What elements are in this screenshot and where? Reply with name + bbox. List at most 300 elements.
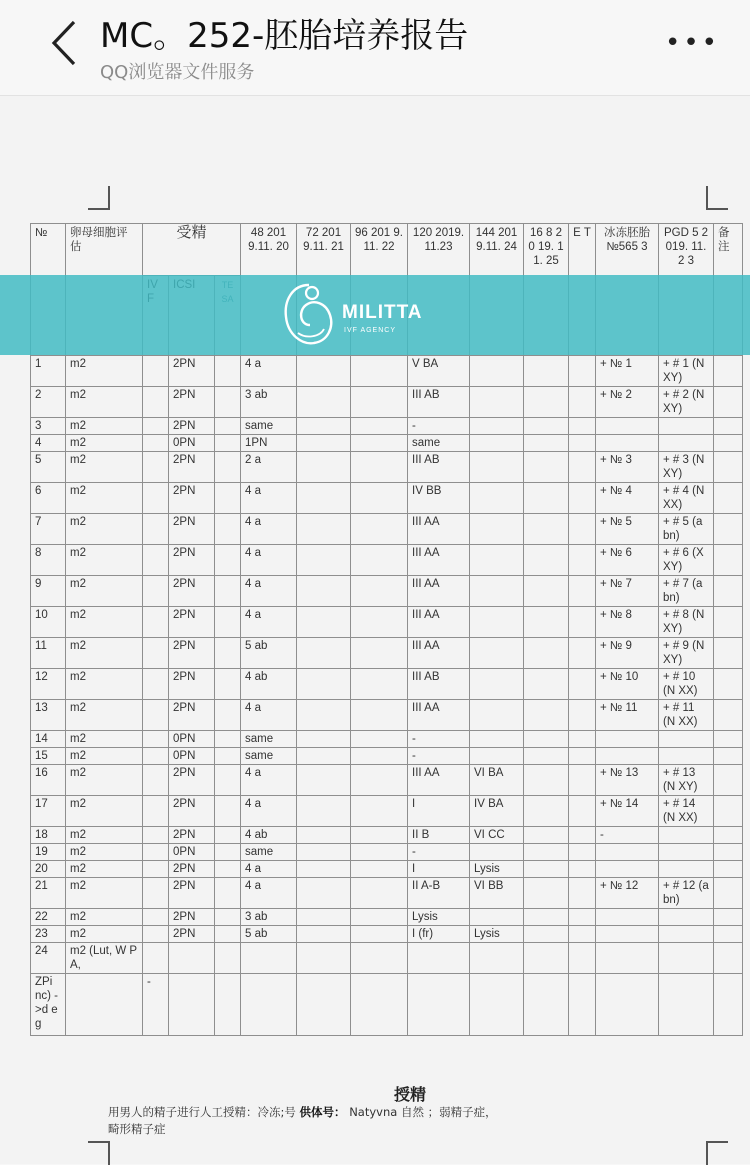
cell-no: 21 [31,878,66,909]
cell-168h [524,545,569,576]
footer-donor-label: 供体号： [299,1105,346,1119]
header-no: № [31,224,66,356]
cell-168h [524,669,569,700]
cell-frozen [596,861,659,878]
cell-48h: 3 ab [241,387,297,418]
cell-frozen [596,974,659,1036]
cell-120h: - [408,731,470,748]
cell-et [569,356,596,387]
cell-no: 23 [31,926,66,943]
cell-pgd: + # 10 (N XX) [659,669,714,700]
cell-frozen: + № 12 [596,878,659,909]
cell-no: 3 [31,418,66,435]
header-oocyte: 卵母细胞评估 [66,224,143,356]
cell-pgd: + # 9 (N XY) [659,638,714,669]
cell-pgd [659,861,714,878]
cell-note [714,827,743,844]
cell-tesa [215,796,241,827]
cell-pgd [659,943,714,974]
cell-frozen: + № 3 [596,452,659,483]
cell-et [569,926,596,943]
cell-no: 17 [31,796,66,827]
cell-frozen: - [596,827,659,844]
cell-tesa [215,700,241,731]
cell-no: 16 [31,765,66,796]
cell-ivf [143,607,169,638]
cell-icsi: 2PN [169,909,215,926]
cell-168h [524,700,569,731]
cell-pgd: + # 13 (N XY) [659,765,714,796]
cell-168h [524,878,569,909]
cell-ivf [143,387,169,418]
cell-oocyte: m2 [66,514,143,545]
cell-ivf [143,861,169,878]
cell-96h [351,700,408,731]
cell-frozen [596,844,659,861]
cell-120h: III AA [408,545,470,576]
crop-mark-bottom-left [88,1141,110,1165]
cell-96h [351,356,408,387]
cell-144h [470,607,524,638]
cell-120h: III AA [408,700,470,731]
cell-pgd [659,748,714,765]
cell-168h [524,796,569,827]
cell-note [714,861,743,878]
footer-line-c: 畸形精子症 [108,1122,166,1136]
cell-icsi [169,974,215,1036]
cell-144h [470,576,524,607]
cell-ivf [143,765,169,796]
cell-icsi: 0PN [169,748,215,765]
cell-120h: I (fr) [408,926,470,943]
cell-pgd [659,731,714,748]
cell-144h: Lysis [470,861,524,878]
table-row [31,700,743,731]
cell-frozen: + № 8 [596,607,659,638]
cell-pgd: + # 3 (N XY) [659,452,714,483]
cell-frozen: + № 10 [596,669,659,700]
table-row [31,943,743,974]
cell-120h: V BA [408,356,470,387]
cell-72h [297,435,351,452]
cell-tesa [215,483,241,514]
cell-ivf [143,669,169,700]
cell-note [714,452,743,483]
cell-120h: same [408,435,470,452]
cell-et [569,844,596,861]
cell-72h [297,356,351,387]
cell-96h [351,844,408,861]
cell-96h [351,514,408,545]
cell-72h [297,700,351,731]
cell-frozen: + № 7 [596,576,659,607]
cell-96h [351,576,408,607]
cell-oocyte: m2 [66,638,143,669]
cell-ivf [143,827,169,844]
cell-ivf [143,700,169,731]
table-row [31,827,743,844]
table-row [31,748,743,765]
cell-no: 18 [31,827,66,844]
cell-pgd: + # 4 (N XX) [659,483,714,514]
cell-ivf [143,926,169,943]
cell-tesa [215,909,241,926]
cell-oocyte: m2 [66,607,143,638]
cell-frozen [596,943,659,974]
table-row [31,844,743,861]
cell-48h: same [241,418,297,435]
cell-et [569,514,596,545]
cell-144h [470,700,524,731]
cell-oocyte: m2 [66,545,143,576]
cell-120h: - [408,844,470,861]
cell-no: 6 [31,483,66,514]
cell-144h [470,943,524,974]
cell-144h [470,844,524,861]
watermark-tagline: IVF AGENCY [344,327,397,334]
cell-168h [524,576,569,607]
cell-icsi: 2PN [169,452,215,483]
cell-tesa [215,844,241,861]
cell-pgd: + # 12 (abn) [659,878,714,909]
cell-120h: III AB [408,669,470,700]
cell-48h: 5 ab [241,926,297,943]
cell-72h [297,748,351,765]
cell-48h: same [241,731,297,748]
cell-168h [524,844,569,861]
chevron-left-icon[interactable] [44,18,88,68]
footer-text [108,1104,548,1138]
cell-icsi: 0PN [169,844,215,861]
cell-120h: - [408,418,470,435]
cell-ivf [143,943,169,974]
cell-72h [297,638,351,669]
cell-48h: 2 a [241,452,297,483]
cell-72h [297,974,351,1036]
cell-120h: II B [408,827,470,844]
cell-tesa [215,943,241,974]
cell-no: 20 [31,861,66,878]
cell-96h [351,607,408,638]
cell-frozen: + № 5 [596,514,659,545]
cell-120h: I [408,796,470,827]
cell-144h [470,452,524,483]
cell-no: 8 [31,545,66,576]
cell-tesa [215,607,241,638]
cell-72h [297,731,351,748]
cell-icsi: 0PN [169,435,215,452]
cell-168h [524,514,569,545]
cell-pgd [659,435,714,452]
cell-144h [470,387,524,418]
cell-tesa [215,418,241,435]
cell-ivf [143,731,169,748]
cell-120h: - [408,748,470,765]
cell-no: 22 [31,909,66,926]
cell-no: 4 [31,435,66,452]
cell-96h [351,435,408,452]
cell-72h [297,878,351,909]
footer-line-b: Natyvna 自然 ；弱精子症， [349,1105,497,1119]
cell-pgd: + # 7 (a bn) [659,576,714,607]
table-row [31,435,743,452]
cell-pgd [659,827,714,844]
cell-tesa [215,452,241,483]
cell-tesa [215,861,241,878]
cell-note [714,765,743,796]
cell-icsi: 2PN [169,765,215,796]
cell-48h: same [241,844,297,861]
cell-et [569,387,596,418]
cell-96h [351,387,408,418]
cell-144h: IV BA [470,796,524,827]
cell-168h [524,435,569,452]
cell-et [569,545,596,576]
cell-oocyte: m2 [66,700,143,731]
cell-oocyte: m2 [66,878,143,909]
table-row [31,669,743,700]
cell-frozen [596,731,659,748]
crop-mark-top-left [88,186,110,210]
more-options-icon[interactable]: ••• [664,28,720,58]
header-note: 备注 [714,224,743,356]
cell-144h [470,356,524,387]
cell-tesa [215,974,241,1036]
cell-et [569,796,596,827]
cell-icsi: 2PN [169,545,215,576]
militta-logo-icon [280,279,338,351]
cell-note [714,731,743,748]
cell-72h [297,926,351,943]
cell-168h [524,452,569,483]
cell-et [569,435,596,452]
page-subtitle: QQ浏览器文件服务 [100,62,255,83]
cell-tesa [215,827,241,844]
header-72h: 72 201 9.11. 21 [297,224,351,356]
cell-pgd [659,926,714,943]
cell-72h [297,909,351,926]
cell-72h [297,452,351,483]
watermark-brand: MILITTA [342,302,423,323]
cell-168h [524,731,569,748]
cell-pgd [659,974,714,1036]
table-row [31,765,743,796]
header-96h: 96 201 9.11. 22 [351,224,408,356]
cell-et [569,576,596,607]
cell-icsi: 2PN [169,514,215,545]
cell-icsi: 0PN [169,731,215,748]
cell-note [714,576,743,607]
cell-48h: 4 a [241,576,297,607]
cell-pgd [659,418,714,435]
cell-168h [524,827,569,844]
table-row [31,387,743,418]
cell-48h: 4 a [241,700,297,731]
cell-et [569,418,596,435]
cell-et [569,452,596,483]
cell-frozen: + № 9 [596,638,659,669]
cell-96h [351,861,408,878]
cell-note [714,387,743,418]
cell-no: 2 [31,387,66,418]
cell-oocyte: m2 [66,435,143,452]
cell-note [714,943,743,974]
table-row [31,418,743,435]
cell-120h [408,943,470,974]
cell-168h [524,943,569,974]
cell-note [714,418,743,435]
cell-icsi: 2PN [169,861,215,878]
cell-tesa [215,748,241,765]
cell-48h: 4 ab [241,669,297,700]
cell-et [569,943,596,974]
cell-168h [524,748,569,765]
crop-mark-top-right [706,186,728,210]
cell-icsi: 2PN [169,607,215,638]
cell-120h: III AA [408,576,470,607]
cell-no: 24 [31,943,66,974]
cell-frozen [596,748,659,765]
cell-144h: VI CC [470,827,524,844]
cell-note [714,844,743,861]
cell-72h [297,418,351,435]
header-144h: 144 201 9.11. 24 [470,224,524,356]
section-title: 授精 [393,1085,426,1104]
cell-ivf [143,748,169,765]
cell-icsi: 2PN [169,387,215,418]
cell-ivf [143,844,169,861]
cell-72h [297,796,351,827]
cell-oocyte: m2 [66,483,143,514]
cell-48h: 4 a [241,545,297,576]
cell-tesa [215,387,241,418]
cell-96h [351,827,408,844]
cell-note [714,435,743,452]
cell-144h: Lysis [470,926,524,943]
cell-tesa [215,731,241,748]
cell-pgd: + # 6 (X XY) [659,545,714,576]
cell-oocyte: m2 [66,669,143,700]
cell-144h [470,748,524,765]
cell-48h: 4 a [241,796,297,827]
cell-144h [470,638,524,669]
cell-48h: 1PN [241,435,297,452]
cell-icsi: 2PN [169,796,215,827]
footer-line-a: 用男人的精子进行人工授精：冷冻;号 [108,1105,296,1119]
cell-168h [524,765,569,796]
cell-pgd: + # 2 (N XY) [659,387,714,418]
cell-oocyte: m2 [66,765,143,796]
cell-oocyte: m2 [66,387,143,418]
cell-168h [524,974,569,1036]
cell-et [569,669,596,700]
table-row [31,545,743,576]
table-row [31,861,743,878]
cell-48h [241,974,297,1036]
table-row [31,878,743,909]
table-row [31,796,743,827]
cell-144h [470,514,524,545]
page-title: MC。252-胚胎培养报告 [100,16,469,56]
cell-ivf [143,576,169,607]
cell-120h [408,974,470,1036]
cell-frozen: + № 2 [596,387,659,418]
cell-tesa [215,545,241,576]
table-row [31,638,743,669]
table-row [31,909,743,926]
cell-48h: 4 a [241,514,297,545]
cell-48h: 4 ab [241,827,297,844]
cell-no: 19 [31,844,66,861]
cell-icsi [169,943,215,974]
cell-168h [524,607,569,638]
cell-no: 5 [31,452,66,483]
cell-144h [470,909,524,926]
cell-ivf [143,418,169,435]
cell-144h [470,731,524,748]
cell-96h [351,483,408,514]
cell-oocyte: m2 [66,926,143,943]
cell-72h [297,545,351,576]
cell-tesa [215,765,241,796]
cell-no: 11 [31,638,66,669]
cell-icsi: 2PN [169,576,215,607]
cell-oocyte: m2 [66,909,143,926]
cell-note [714,748,743,765]
cell-ivf [143,909,169,926]
cell-120h: III AB [408,452,470,483]
cell-ivf [143,356,169,387]
cell-oocyte: m2 [66,418,143,435]
cell-oocyte: m2 [66,827,143,844]
cell-frozen: + № 1 [596,356,659,387]
cell-144h [470,435,524,452]
cell-oocyte [66,974,143,1036]
cell-et [569,748,596,765]
cell-120h: III AA [408,765,470,796]
cell-et [569,700,596,731]
cell-frozen [596,909,659,926]
cell-120h: IV BB [408,483,470,514]
cell-et [569,861,596,878]
cell-oocyte: m2 [66,731,143,748]
cell-pgd [659,909,714,926]
table-row [31,731,743,748]
cell-et [569,731,596,748]
cell-icsi: 2PN [169,483,215,514]
cell-icsi: 2PN [169,356,215,387]
cell-48h: 4 a [241,483,297,514]
cell-tesa [215,669,241,700]
cell-144h: VI BA [470,765,524,796]
cell-frozen: + № 6 [596,545,659,576]
table-row [31,452,743,483]
cell-48h: 4 a [241,607,297,638]
cell-no: 14 [31,731,66,748]
cell-icsi: 2PN [169,700,215,731]
cell-96h [351,418,408,435]
cell-72h [297,576,351,607]
cell-frozen: + № 14 [596,796,659,827]
cell-note [714,796,743,827]
cell-144h [470,545,524,576]
cell-144h: VI BB [470,878,524,909]
cell-48h: same [241,748,297,765]
cell-no: 9 [31,576,66,607]
header-fertilization: 受精 [143,224,241,276]
cell-pgd: + # 8 (N XY) [659,607,714,638]
cell-oocyte: m2 [66,452,143,483]
